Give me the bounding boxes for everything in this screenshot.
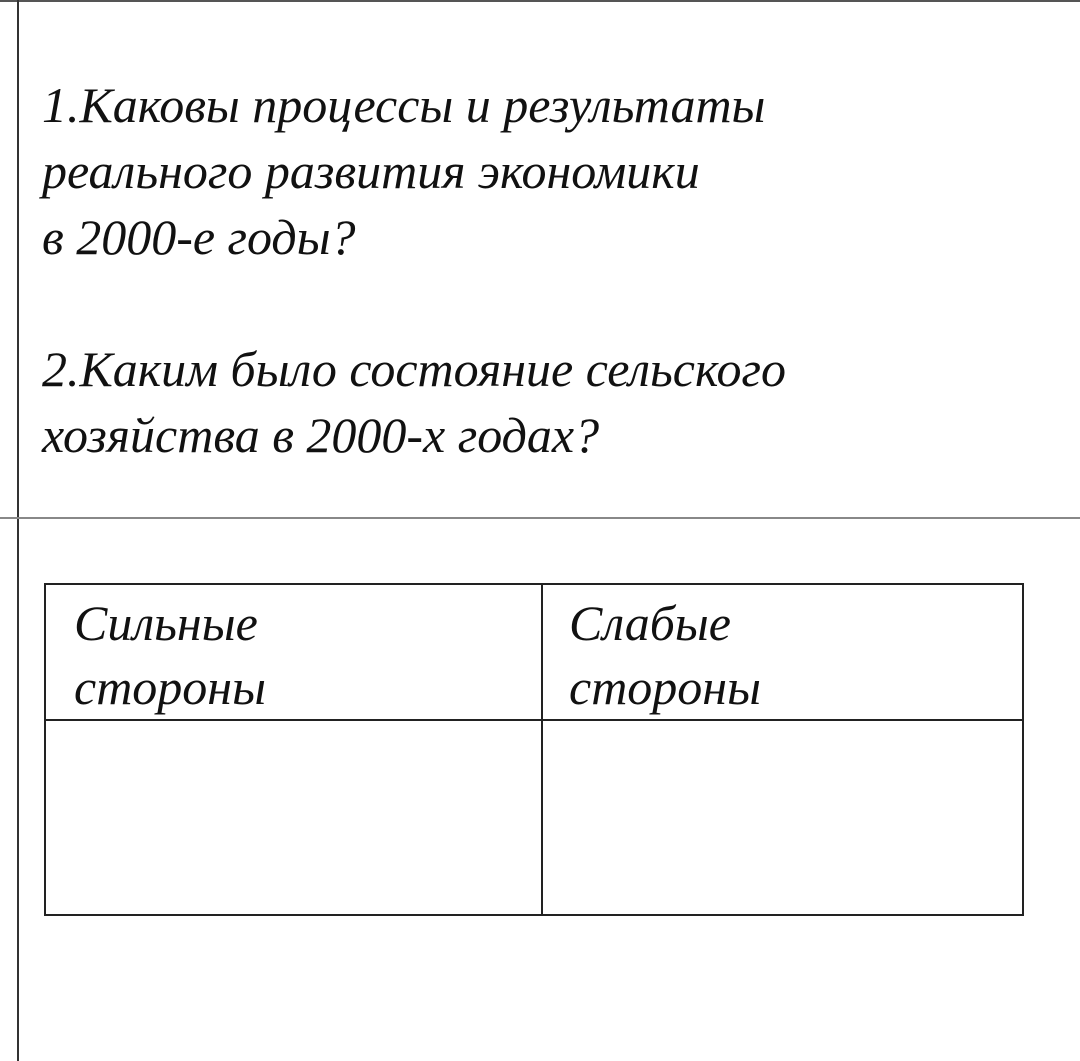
cell-weaknesses-answer	[542, 720, 1023, 915]
header-cell-strengths	[45, 584, 542, 720]
cell-strengths-answer	[45, 720, 542, 915]
header-strengths-label: Сильные стороны	[74, 595, 266, 715]
question-2: 2.Каким было состояние сельского хозяйства в 2000-х годах?	[42, 341, 786, 463]
page-top-border	[0, 0, 1080, 2]
table-row	[45, 720, 1023, 915]
question-1: 1.Каковы процессы и результаты реального развития экономики в 2000-е годы?	[42, 77, 766, 265]
header-cell-weaknesses	[542, 584, 1023, 720]
page-left-border	[17, 0, 19, 1061]
questions-block	[42, 72, 1052, 468]
header-weaknesses-label: Слабые стороны	[569, 595, 761, 715]
strengths-weaknesses-table	[44, 583, 1024, 916]
table-header-row	[45, 584, 1023, 720]
section-divider	[0, 517, 1080, 519]
